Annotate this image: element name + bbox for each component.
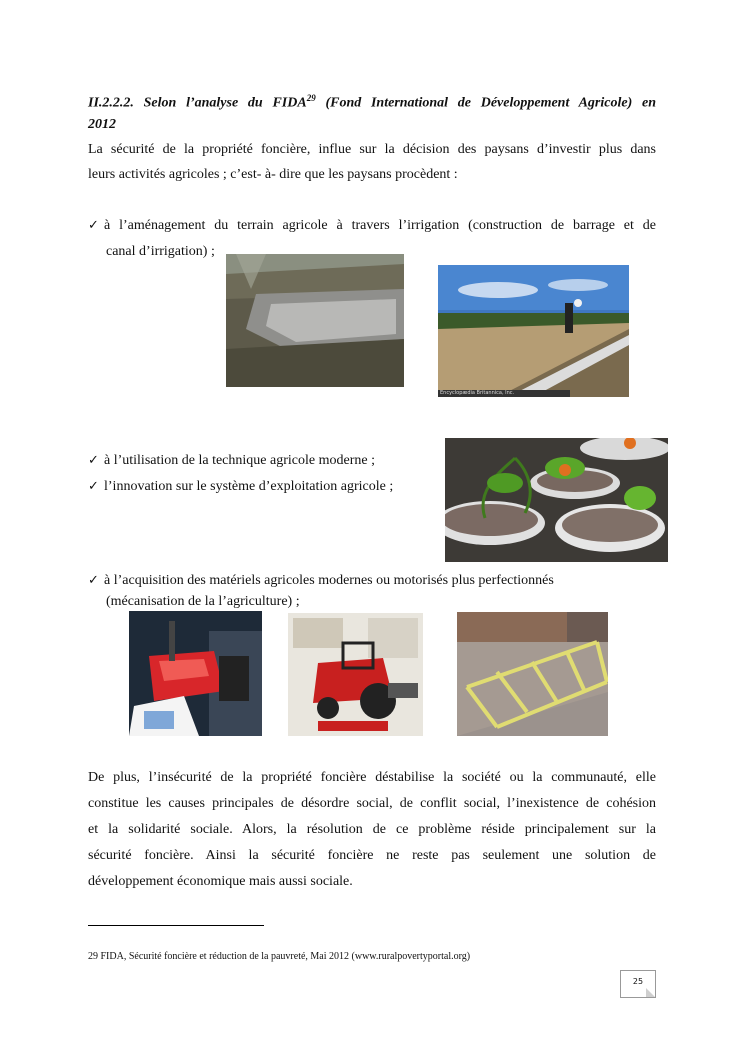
intro-line-1: La sécurité de la propriété foncière, influe sur la décision des paysans d’investir plus dans: [88, 142, 656, 157]
harrow-frame-photo: [457, 612, 608, 736]
irrigation-canal-photo: [438, 265, 629, 397]
bullet-irrigation-text: à l’aménagement du terrain agricole à travers l’irrigation (construction de barrage et de: [104, 218, 656, 233]
intro-line-2: leurs activités agricoles ; c’est- à- dire que les paysans procèdent :: [88, 167, 458, 182]
bullet-irrigation-line-2: canal d’irrigation) ;: [106, 244, 215, 259]
bullet-modern-technique: [88, 448, 375, 474]
bullet-machinery-text: à l’acquisition des matériels agricoles modernes ou motorisés plus perfectionnés: [104, 573, 554, 588]
check-icon: ✓: [88, 453, 99, 468]
potted-plants-photo: [445, 438, 668, 562]
page-number-box: [620, 970, 656, 998]
footnote-ref: 29: [306, 93, 316, 103]
heading-year: 2012: [88, 117, 116, 132]
footnote-divider: [88, 925, 264, 926]
page-number: 25: [632, 977, 644, 986]
check-icon: ✓: [88, 218, 99, 233]
bullet-machinery-line-2: (mécanisation de la l’agriculture) ;: [106, 594, 300, 609]
page-curl-icon: [646, 988, 655, 997]
bullet-innovation-text: l’innovation sur le système d’exploitation agricole ;: [104, 479, 394, 494]
section-heading: [88, 86, 656, 116]
bullet-innovation: [88, 474, 393, 500]
check-icon: ✓: [88, 573, 99, 588]
conclusion-line-4: sécurité foncière. Ainsi la sécurité foncière ne reste pas seulement une solution de: [88, 848, 656, 863]
check-icon: ✓: [88, 479, 99, 494]
conclusion-line-2: constitue les causes principales de désordre social, de conflit social, l’inexistence de cohésion: [88, 796, 656, 811]
footnote: 29 FIDA, Sécurité foncière et réduction de la pauvreté, Mai 2012 (www.ruralpovertyportal.org): [88, 951, 471, 962]
tiller-photo: [129, 611, 262, 736]
bullet-modern-technique-text: à l’utilisation de la technique agricole moderne ;: [104, 453, 375, 468]
tractor-photo: [288, 613, 423, 736]
rice-field-photo: [226, 254, 404, 387]
conclusion-line-1: De plus, l’insécurité de la propriété foncière déstabilise la société ou la communauté, elle: [88, 770, 656, 785]
photo-caption: Encyclopædia Britannica, Inc.: [438, 390, 570, 397]
conclusion-line-3: et la solidarité sociale. Alors, la résolution de ce problème réside principalement sur la: [88, 822, 656, 837]
conclusion-line-5: développement économique mais aussi sociale.: [88, 874, 353, 889]
heading-text-rest: (Fond International de Développement Agricole) en: [315, 95, 656, 111]
bullet-irrigation: [88, 213, 656, 239]
heading-text: II.2.2.2. Selon l’analyse du FIDA: [88, 95, 307, 111]
